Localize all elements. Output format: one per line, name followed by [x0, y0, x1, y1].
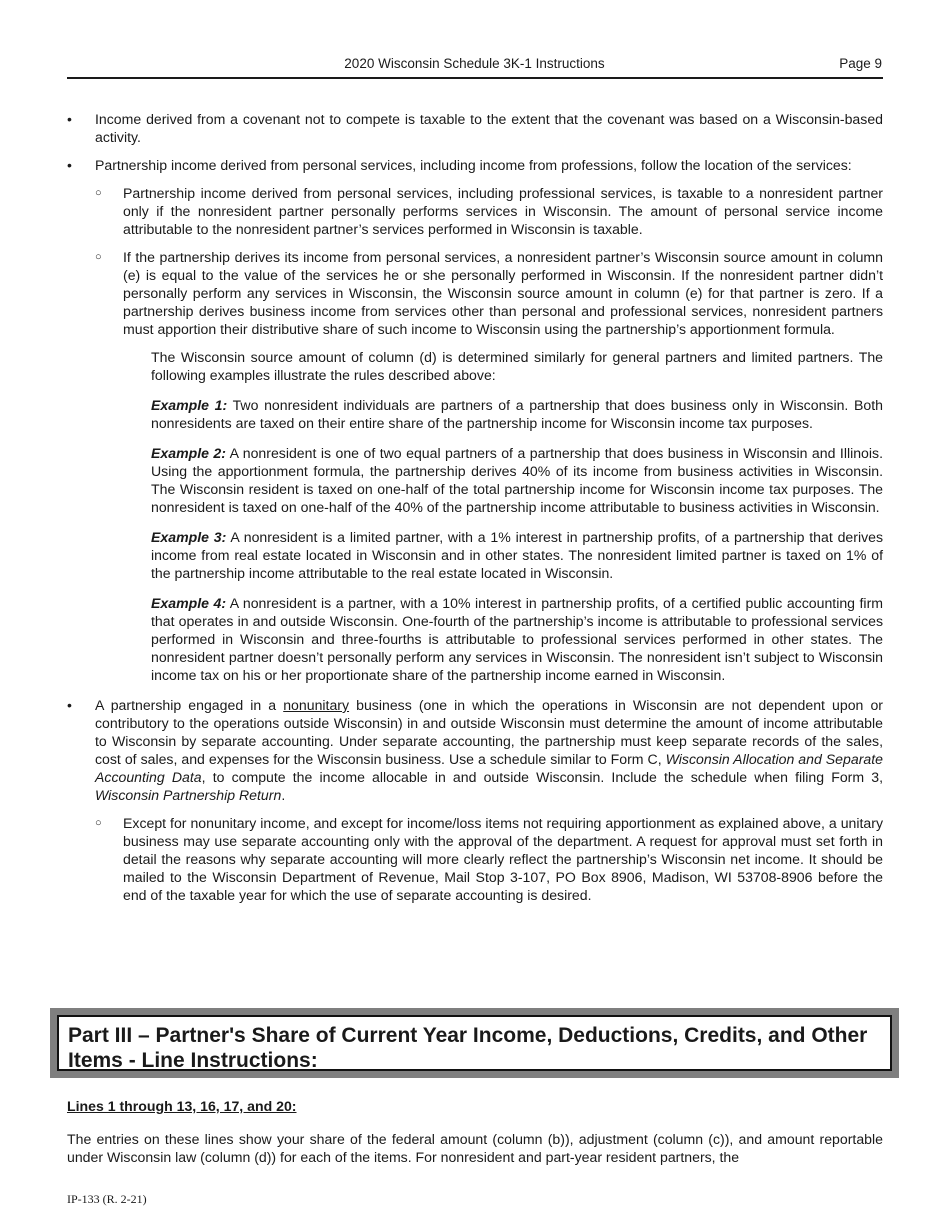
bullet-icon: •	[67, 157, 72, 173]
bullet-icon: •	[67, 697, 72, 713]
bullet-text: Income derived from a covenant not to compete is taxable to the extent that the covenant was based on a Wisconsin-based activity.	[95, 111, 883, 145]
example-label: Example 1:	[151, 397, 228, 413]
subbullet-text: Partnership income derived from personal services, including professional services, is taxable to a nonresident partner only if the nonresident partner personally performs services in Wisconsin. The amount of personal service income attributable to the nonresident partner’s services performed in Wisconsin is taxable.	[123, 185, 883, 237]
nonunitary-text-start: A partnership engaged in a	[95, 697, 284, 713]
subbullet-text: If the partnership derives its income from personal services, a nonresident partner’s Wisconsin source amount in column (e) is equal to the value of the services he or she personally performed in Wisconsin. If the nonresident partner didn’t personally perform any services in Wisconsin, the Wisconsin source amount in column (e) for that partner is zero. If a partnership derives business income from services other than personal and professional services, nonresident partners must apportion their distributive share of such income to Wisconsin using the partnership’s apportionment formula.	[123, 249, 883, 337]
subbullet-unitary	[67, 814, 883, 904]
form-3-title: Wisconsin Partnership Return	[95, 787, 282, 803]
example-label: Example 4:	[151, 595, 227, 611]
body-content	[67, 110, 883, 904]
nonunitary-text-end: .	[281, 787, 286, 803]
example-label: Example 3:	[151, 529, 227, 545]
document-title: 2020 Wisconsin Schedule 3K-1 Instructions	[344, 56, 605, 71]
example-text: Two nonresident individuals are partners of a partnership that does business only in Wisconsin. Both nonresidents are taxed on their entire share of the partnership income for Wisconsin income tax purposes.	[151, 397, 883, 431]
example-1	[67, 396, 883, 432]
subbullet-column-e	[67, 248, 883, 338]
lines-heading: Lines 1 through 13, 16, 17, and 20:	[67, 1098, 297, 1114]
example-4	[67, 594, 883, 684]
circle-bullet-icon: ○	[95, 187, 102, 199]
nonunitary-text-mid2: , to compute the income allocable in and outside Wisconsin. Include the schedule when filing Form 3,	[201, 769, 883, 785]
bullet-icon: •	[67, 111, 72, 127]
example-text: A nonresident is a partner, with a 10% interest in partnership profits, of a certified public accounting firm that operates in and outside Wisconsin. One-fourth of the partnership’s income is attributable to professional services performed in Wisconsin and three-fourths is attributable to professional services performed in other states. The nonresident partner doesn’t personally perform any services in Wisconsin. The nonresident isn’t subject to Wisconsin income tax on his or her proportionate share of the partnership income earned in Wisconsin.	[151, 595, 883, 683]
example-2	[67, 444, 883, 516]
example-label: Example 2:	[151, 445, 226, 461]
bullet-personal-services	[67, 156, 883, 174]
subbullet-text: Except for nonunitary income, and except for income/loss items not requiring apportionment as explained above, a unitary business may use separate accounting only with the approval of the department. A request for approval must set forth in detail the reasons why separate accounting will more clearly reflect the partnership’s Wisconsin net income. It should be mailed to the Wisconsin Department of Revenue, Mail Stop 3-107, PO Box 8906, Madison, WI 53708-8906 before the end of the taxable year for which the use of separate accounting is desired.	[123, 815, 883, 903]
nonunitary-text-mid: business (one in which the operations in Wisconsin are not dependent upon or contributory to the operations outside Wisconsin) in and outside Wisconsin must determine the amount of income attributable to Wisconsin by separate accounting. Under separate accounting, the partnership must keep separate records of the sales, cost of sales, and expenses for the Wisconsin business. Use a schedule similar to Form C,	[95, 697, 883, 767]
page-number: Page 9	[839, 56, 882, 71]
circle-bullet-icon: ○	[95, 251, 102, 263]
lines-text: The entries on these lines show your share of the federal amount (column (b)), adjustment (column (c)), and amount reportable under Wisconsin law (column (d)) for each of the items. For nonresident and part-year resident partners, the	[67, 1131, 883, 1165]
part-three-frame	[57, 1015, 892, 1071]
part-three-title: Part III – Partner's Share of Current Year Income, Deductions, Credits, and Other Items - Line Instructions:	[68, 1024, 868, 1072]
subbullet-professional	[67, 184, 883, 238]
example-text: A nonresident is a limited partner, with a 1% interest in partnership profits, of a partnership that derives income from real estate located in Wisconsin and in other states. The nonresident limited partner is taxed on 1% of the partnership income attributable to the real estate located in Wisconsin.	[151, 529, 884, 581]
column-d-note: The Wisconsin source amount of column (d) is determined similarly for general partners and limited partners. The following examples illustrate the rules described above:	[151, 349, 883, 383]
example-text: A nonresident is one of two equal partners of a partnership that does business in Wisconsin and Illinois. Using the apportionment formula, the partnership derives 40% of its income from business activities in Wisconsin. The Wisconsin resident is taxed on one-half of the total partnership income for Wisconsin income tax purposes. The nonresident is taxed on one-half of the 40% of the partnership income attributable to business activities in Wisconsin.	[151, 445, 883, 515]
bullet-nonunitary	[67, 696, 883, 804]
form-c-title: Wisconsin Allocation and Separate Accounting Data	[95, 751, 883, 785]
example-3	[67, 528, 883, 582]
header-divider	[67, 77, 883, 79]
circle-bullet-icon: ○	[95, 817, 102, 829]
nonunitary-term: nonunitary	[283, 697, 350, 713]
form-identifier: IP-133 (R. 2-21)	[67, 1192, 147, 1206]
bullet-text: Partnership income derived from personal services, including income from professions, follow the location of the services:	[95, 157, 852, 173]
bullet-covenant	[67, 110, 883, 146]
part-three-banner	[50, 1008, 899, 1078]
page-header	[67, 54, 882, 76]
